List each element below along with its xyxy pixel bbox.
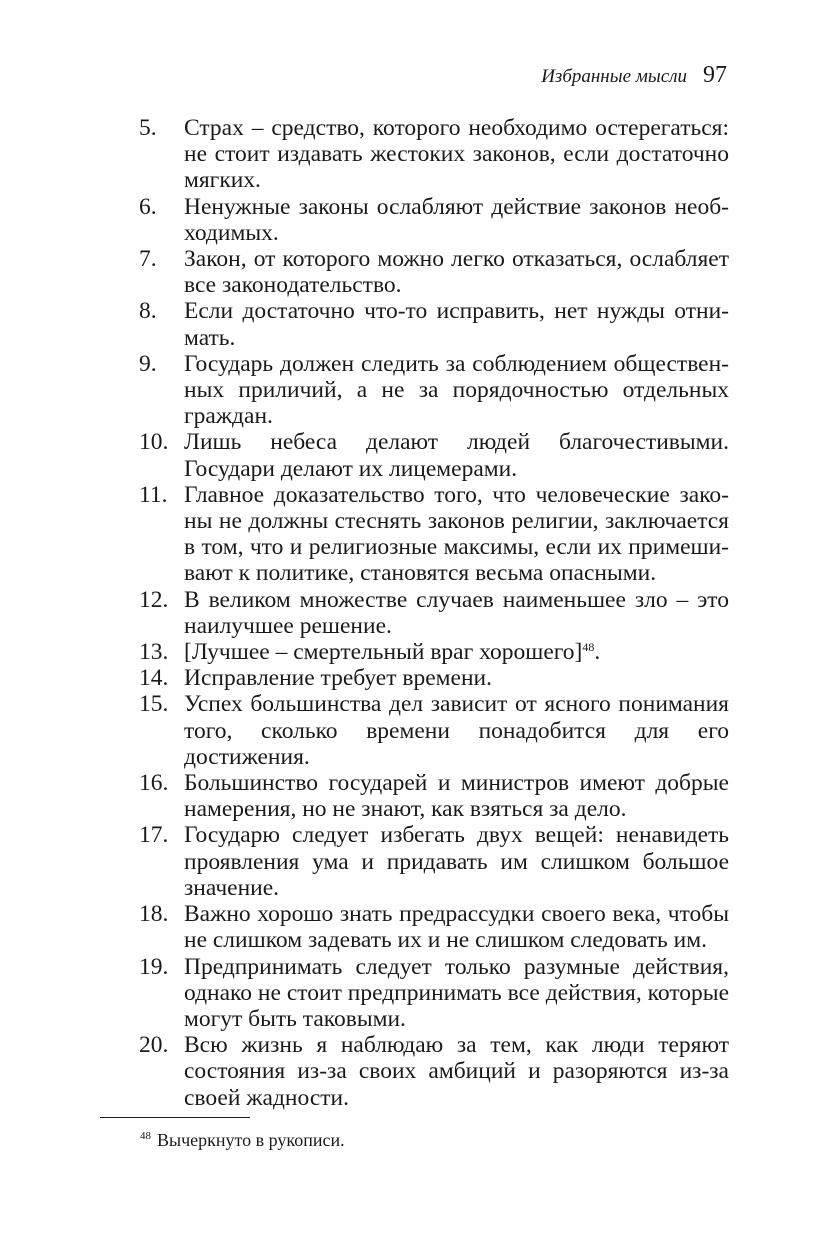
running-header: [541, 62, 727, 89]
footnote: [140, 1124, 345, 1152]
list-item: [139, 246, 729, 298]
item-text: Главное доказательство того, что человеческие законы не должны стеснять законов религии, заключается в том, что и религиозные максимы, если их примешивают к политике, становятся весьма опасными.: [184, 481, 729, 587]
item-text-trailing: .: [594, 639, 601, 666]
item-number: 11.: [139, 481, 168, 508]
list-item: [139, 639, 729, 665]
item-number: 14.: [139, 665, 169, 692]
item-text-with-footnote: [184, 639, 729, 665]
footnote-text: Вычеркнуто в рукописи.: [157, 1130, 345, 1150]
list-item: [139, 822, 729, 901]
running-title: Избранные мысли: [541, 66, 687, 87]
list-item: [139, 429, 729, 481]
list-item: [139, 587, 729, 639]
list-item: [139, 351, 729, 430]
footnote-divider: [100, 1117, 250, 1118]
item-number: 16.: [139, 770, 169, 797]
item-text: В великом множестве случаев наименьшее зло – это наилучшее решение.: [184, 586, 729, 639]
item-text: Всю жизнь я наблюдаю за тем, как люди теряют состояния из-за своих амбиций и разоряются из-за своей жадности.: [184, 1032, 729, 1111]
item-text: Важно хорошо знать предрассудки своего века, чтобы не слишком задевать их и не слишком следовать им.: [184, 901, 729, 954]
item-number: 12.: [139, 586, 169, 613]
list-item: [139, 665, 729, 691]
item-text: Государю следует избегать двух вещей: ненавидеть проявления ума и придавать им слишком большое значение.: [184, 822, 729, 901]
item-text: Большинство государей и министров имеют добрые намерения, но не знают, как взяться за дело.: [184, 770, 729, 823]
item-text: Страх – средство, которого необходимо остерегаться: не стоит издавать жестоких законов, если достаточно мягких.: [184, 115, 729, 194]
item-text: Ненужные законы ослабляют действие законов необходимых.: [184, 193, 729, 246]
item-number: 17.: [139, 822, 169, 849]
item-text: Закон, от которого можно легко отказаться, ослабляет все законодательство.: [184, 246, 729, 299]
list-item: [139, 901, 729, 953]
item-text: [Лучшее – смертельный враг хорошего]: [184, 639, 583, 666]
item-text: Успех большинства дел зависит от ясного понимания того, сколько времени понадобится для его достижения.: [184, 691, 729, 770]
list-item: [139, 194, 729, 246]
list-item: [139, 298, 729, 350]
maxims-list: [139, 115, 729, 1111]
list-item: [139, 691, 729, 770]
list-item: [139, 770, 729, 822]
list-item: [139, 115, 729, 194]
item-number: 6.: [139, 193, 157, 220]
item-number: 8.: [139, 298, 157, 325]
item-number: 19.: [139, 953, 169, 980]
item-text: Исправление требует времени.: [184, 665, 492, 692]
item-number: 20.: [139, 1032, 169, 1059]
page-number: 97: [703, 62, 727, 88]
list-item: [139, 954, 729, 1033]
item-number: 18.: [139, 901, 169, 928]
item-text: Если достаточно что-то исправить, нет нужды отнимать.: [184, 298, 729, 351]
item-text: Государь должен следить за соблюдением общественных приличий, а не за порядочностью отдельных граждан.: [184, 350, 729, 430]
item-number: 13.: [139, 639, 169, 666]
footnote-mark: 48: [140, 1130, 151, 1142]
item-text: Предпринимать следует только разумные действия, однако не стоит предпринимать все действия, которые могут быть таковыми.: [184, 953, 729, 1032]
list-item: [139, 482, 729, 587]
item-number: 9.: [139, 350, 157, 377]
list-item: [139, 1032, 729, 1111]
item-number: 10.: [139, 429, 169, 456]
item-number: 15.: [139, 691, 169, 718]
item-text: Лишь небеса делают людей благочестивыми. Государи делают их лицемерами.: [184, 429, 729, 482]
item-number: 5.: [139, 115, 157, 141]
footnote-reference[interactable]: 48: [582, 640, 595, 655]
item-number: 7.: [139, 246, 157, 273]
